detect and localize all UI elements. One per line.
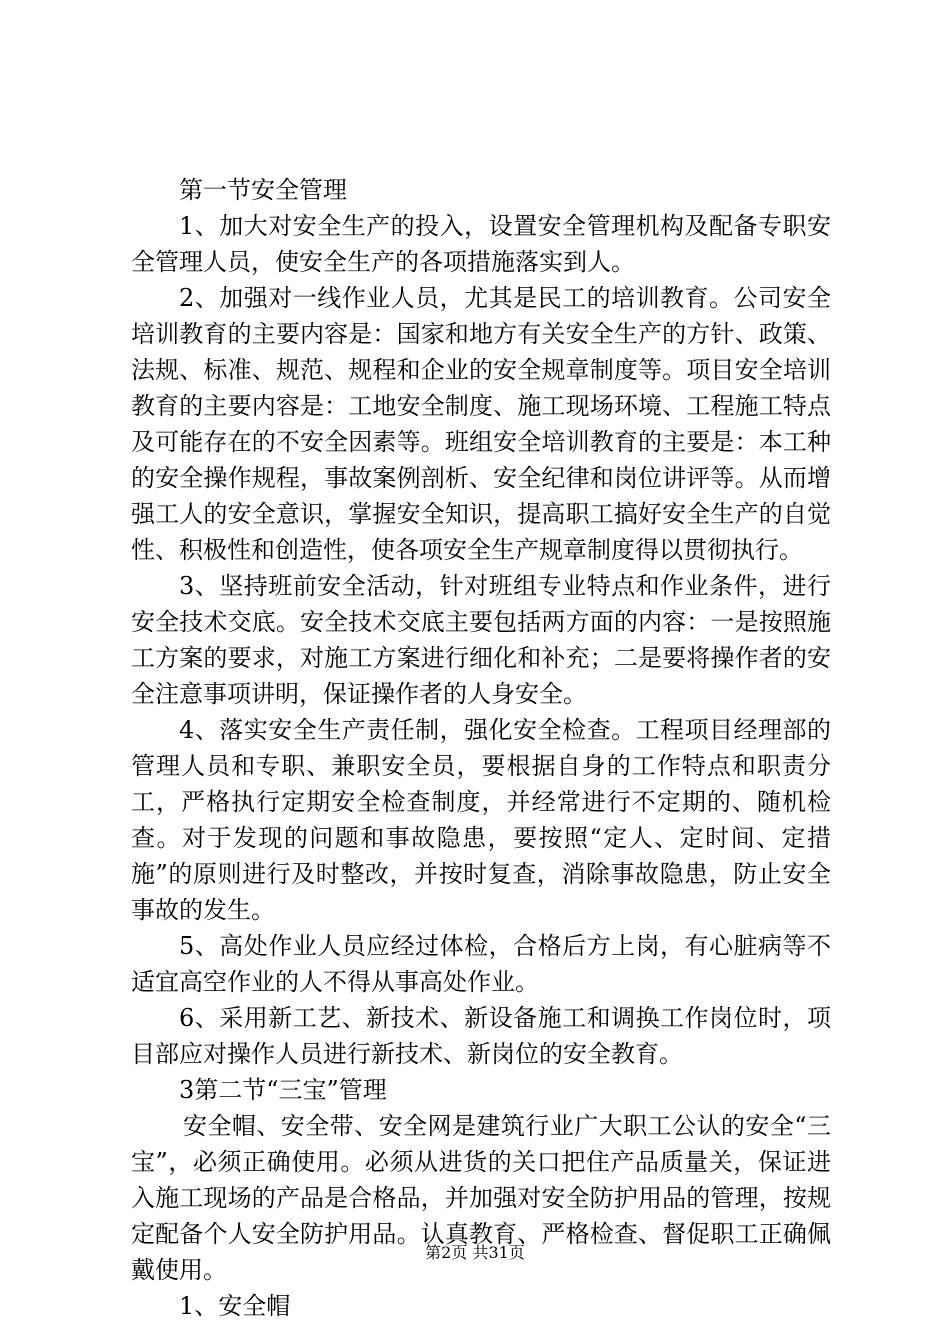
- paragraph-three-treasures-intro: 安全帽、安全带、安全网是建筑行业广大职工公认的安全“三宝”，必须正确使用。必须从进货的关口把住产品质量关，保证进入施工现场的产品是合格品，并加强对安全防护用品的管理，按规定配备个人安全防护用品。认真教育、严格检查、督促职工正确佩戴使用。: [131, 1112, 831, 1284]
- section-heading-safety-management: 第一节安全管理: [179, 176, 347, 204]
- section-heading-three-treasures: 3第二节“三宝”管理: [179, 1076, 387, 1104]
- paragraph-item-2: 2、加强对一线作业人员，尤其是民工的培训教育。公司安全培训教育的主要内容是：国家和地方有关安全生产的方针、政策、法规、标准、规范、规程和企业的安全规章制度等。项目安全培训教育的主要内容是：工地安全制度、施工现场环境、工程施工特点及可能存在的不安全因素等。班组安全培训教育的主要是：本工种的安全操作规程，事故案例剖析、安全纪律和岗位讲评等。从而增强工人的安全意识，掌握安全知识，提高职工搞好安全生产的自觉性、积极性和创造性，使各项安全生产规章制度得以贯彻执行。: [131, 284, 831, 564]
- page-footer: 第2页 共31页: [425, 1243, 525, 1262]
- paragraph-item-6: 6、采用新工艺、新技术、新设备施工和调换工作岗位时，项目部应对操作人员进行新技术、新岗位的安全教育。: [131, 1004, 831, 1068]
- paragraph-item-3: 3、坚持班前安全活动，针对班组专业特点和作业条件，进行安全技术交底。安全技术交底主要包括两方面的内容：一是按照施工方案的要求，对施工方案进行细化和补充；二是要将操作者的安全注意事项讲明，保证操作者的人身安全。: [131, 572, 831, 708]
- paragraph-item-1: 1、加大对安全生产的投入，设置安全管理机构及配备专职安全管理人员，使安全生产的各项措施落实到人。: [131, 212, 831, 276]
- subheading-safety-helmet: 1、安全帽: [179, 1292, 291, 1320]
- paragraph-item-5: 5、高处作业人员应经过体检，合格后方上岗，有心脏病等不适宜高空作业的人不得从事高处作业。: [131, 932, 831, 996]
- document-body: [131, 172, 831, 1324]
- paragraph-item-4: 4、落实安全生产责任制，强化安全检查。工程项目经理部的管理人员和专职、兼职安全员，要根据自身的工作特点和职责分工，严格执行定期安全检查制度，并经常进行不定期的、随机检查。对于发现的问题和事故隐患，要按照“定人、定时间、定措施”的原则进行及时整改，并按时复查，消除事故隐患，防止安全事故的发生。: [131, 716, 831, 924]
